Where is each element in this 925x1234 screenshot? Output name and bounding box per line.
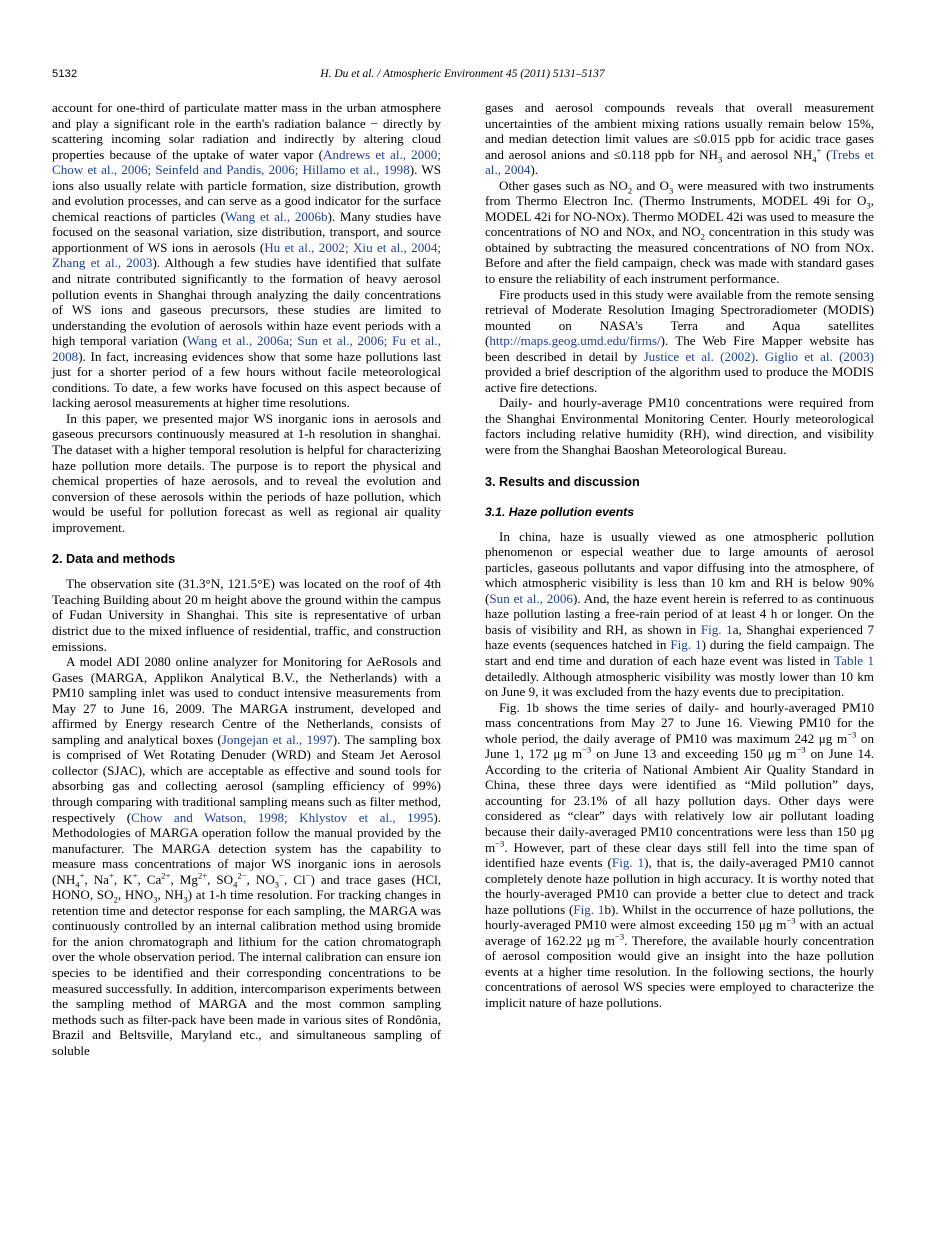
- text-run: E) was located on the roof of 4th Teaching Building about 20 m height above the ground within the campus of Fudan University in Shanghai. This site is representative of urban district due to the mixed influence of residential, traffic, and construction emissions.: [52, 576, 441, 654]
- superscript-minus3: −3: [614, 931, 625, 942]
- citation-link[interactable]: Wang et al., 2006a; Sun et al., 2006; Fu et al., 2008: [52, 333, 441, 364]
- superscript-minus3: −3: [495, 838, 505, 849]
- text-run: ) during the field campaign. The start and end time and duration of each haze event was listed in: [485, 637, 875, 668]
- subscript-2: 2: [700, 231, 705, 242]
- degree-symbol: °: [205, 576, 211, 592]
- text-run: Therefore, the available hourly concentration of aerosol composition would give an insight into the haze pollution events at a higher time resolution. In the following sections, the hourly concentrations of aerosol WS species were employed to characterize the implicit nature of haze pollutions.: [485, 932, 874, 1010]
- formula-nh3: 3: [718, 154, 723, 165]
- figure-link[interactable]: Fig. 1: [670, 637, 702, 653]
- citation-link[interactable]: Andrews et al., 2000; Chow et al., 2006; Seinfeld and Pandis, 2006; Hillamo et al., 1998: [52, 146, 441, 178]
- formula-hno3: $HNO_3$: [124, 887, 158, 905]
- folio-number: 5132: [52, 68, 78, 80]
- page-header: [0, 68, 925, 84]
- formula-so4: $SO_4^{2-}$: [216, 870, 247, 890]
- text-run: (: [821, 146, 831, 162]
- citation-link[interactable]: Jongejan et al., 1997: [221, 731, 333, 747]
- citation-link[interactable]: Giglio et al. (2003): [764, 348, 874, 364]
- citation-link[interactable]: Trebs et al., 2004: [485, 146, 875, 178]
- left-column: [52, 100, 441, 1058]
- formula-nh3: $NH_3$: [164, 887, 188, 905]
- paragraph-pm10-timeseries: [485, 700, 874, 1011]
- text-run: . However, part of these clear days still fell into the time span of identified haze events (: [485, 839, 874, 871]
- text-run: A model ADI 2080 online analyzer for Monitoring for AeRosols and Gases (MARGA, Applikon Analytical B.V., the Netherlands) with a PM10 sampling inlet was used to conduct intensive measurements from May 27 to June 16, 2009. The MARGA instrument, developed and affirmed by Energy research Centre of the Netherlands, consists of sampling and analytical boxes (: [52, 654, 441, 747]
- subsection-heading-3-1: 3.1. Haze pollution events: [485, 504, 634, 519]
- text-run: concentration in this study was obtained by subtracting the measured concentrations of NO from NOx. Before and after the field campaign, check was made with standard gases to ensure the reliability of each instrument performance.: [485, 224, 875, 287]
- text-run: and O: [632, 177, 669, 193]
- text-run: .: [624, 932, 632, 948]
- text-run: b). Whilst in the occurrence of haze pollutions, the hourly-averaged PM10 were almost exceeding 150 μg m: [485, 901, 874, 933]
- text-run: The observation site (31.3: [66, 576, 206, 592]
- superscript-minus3: −3: [796, 744, 806, 755]
- text-run: ). Many studies have focused on the seasonal variation, size distribution, transport, and source apportionment of WS ions in aerosols (: [52, 208, 442, 255]
- text-run: ,: [207, 871, 217, 887]
- text-run: Other gases such as NO: [499, 177, 628, 193]
- right-column: [485, 100, 874, 1058]
- citation-link[interactable]: Chow and Watson, 1998; Khlystov et al., 1995: [131, 809, 434, 825]
- text-run: In china, haze is usually viewed as one atmospheric pollution phenomenon or especial weather due to large amounts of aerosol particles, gaseous pollutants and vapor diffusing into the atmosphere, of which atmospheric visibility is less than 10 km and RH is below 90% (: [485, 528, 874, 606]
- text-run: ) and trace gases (HCl, HONO, SO: [52, 871, 441, 903]
- degree-symbol: °: [257, 576, 263, 592]
- text-run: .: [755, 348, 765, 364]
- text-run: ,: [170, 871, 180, 887]
- section-heading-3: 3. Results and discussion: [485, 474, 640, 489]
- paragraph-paper-purpose: In this paper, we presented major WS inorganic ions in aerosols and gaseous precursors continuously measured at 1-h resolution in shanghai. The dataset with a higher temporal resolution is helpful for characterizing haze pollution more details. The purpose is to report the physical and chemical properties of haze aerosols, and to reveal the evolution and conversion of these aerosols within the periods of haze pollution, which would be useful for pollution forecast as well as regional air quality improvement.: [52, 410, 441, 535]
- paragraph-intro-continued: [52, 100, 441, 411]
- text-run: ). And, the haze event herein is referred to as continuous haze pollution lasting a free-rain period of at least 4 h or longer. On the basis of visibility and RH, as shown in: [485, 590, 874, 637]
- text-run: ,: [113, 871, 124, 887]
- text-run: a, Shanghai experienced 7 haze events (sequences hatched in: [485, 621, 875, 653]
- text-run: Fig. 1b shows the time series of daily- and hourly-averaged PM10 mass concentrations from May 27 to June 16. Viewing PM10 for the whole period, the daily average of PM10 was maximum 242 μg m: [485, 699, 874, 746]
- formula-k: K+: [123, 870, 138, 887]
- text-run: , MODEL 42i for NO-NOx). Thermo MODEL 42i was used to measure the concentrations of NO and NOx, and NO: [485, 193, 874, 240]
- formula-nh4: $NH_4^+$: [793, 145, 822, 165]
- paragraph-observation-site: [52, 576, 441, 654]
- text-run: account for one-third of particulate matter mass in the urban atmosphere and play a significant role in the earth's radiation balance − directly by scattering incoming solar radiation and indirectly by altering cloud properties because of the uptake of water vapor (: [52, 100, 441, 162]
- text-run: ,: [283, 871, 294, 887]
- text-run: ,: [137, 871, 147, 887]
- citation-link[interactable]: Justice et al. (2002): [643, 348, 756, 364]
- figure-link[interactable]: Fig. 1: [573, 901, 605, 917]
- text-run: ,: [157, 887, 165, 903]
- text-run: provided a brief description of the algorithm used to produce the MODIS active fire detections.: [485, 364, 874, 395]
- formula-cl: Cl−: [293, 870, 311, 887]
- formula-ca: $Ca^{2+}$: [146, 870, 171, 887]
- text-run: ,: [246, 871, 256, 887]
- text-run: ). The sampling box is comprised of Wet Rotating Denuder (WRD) and Steam Jet Aerosol collector (SJAC), which are acceptable as effective and sound tools for absorbing gas and collecting aerosol (sampling efficiency of 99%) through comparing with traditional sampling means such as filter method, respectively (: [52, 731, 441, 825]
- paragraph-pm10-data-sources: Daily- and hourly-average PM10 concentrations were required from the Shanghai Environmental Monitoring Center. Hourly meteorological factors including relative humidity (RH), wind direction, and visibility were from the Shanghai Baoshan Meteorological Bureau.: [485, 395, 874, 458]
- paragraph-haze-definition: [485, 529, 874, 700]
- superscript-minus3: −3: [582, 744, 592, 755]
- value-pm10-june13: 172: [528, 746, 549, 762]
- text-run: ). WS ions also usually relate with particle formation, size distribution, growth and evolution processes, and can serve as a good indicator for the surface chemical reactions of particles (: [52, 162, 442, 224]
- external-url-link[interactable]: http://maps.geog.umd.edu/firms/: [489, 333, 661, 349]
- text-run: were measured with two instruments from Thermo Electron Inc. (Thermo Instruments, MODEL 49i for O: [485, 177, 875, 209]
- formula-mg: $Mg^{2+}$: [179, 870, 208, 887]
- text-run: detailedly. Although atmospheric visibility was mostly lower than 10 km on June 9, it was excluded from the hazy events due to precipitation.: [485, 668, 874, 700]
- formula-so2: 2: [113, 894, 118, 905]
- running-head: H. Du et al. / Atmospheric Environment 45 (2011) 5131–5137: [320, 68, 605, 80]
- text-run: gases and aerosol compounds reveals that overall measurement uncertainties of the ambient mixing rations usually remain below 15%, and median detection limit values are ≤0.015 ppb for acidic trace gases and aerosol anions and ≤0.118 ppb for NH: [485, 100, 874, 162]
- text-run: ).: [530, 162, 539, 178]
- text-run: ,: [117, 887, 125, 903]
- citation-link[interactable]: Sun et al., 2006: [489, 590, 573, 606]
- text-run: ), that is, the daily-averaged PM10 cannot completely denote haze pollution in high accuracy. It is worthy noted that the hourly-averaged PM10 can provide a better clue to detect and track haze pollutions (: [485, 855, 875, 917]
- paragraph-marga-instrument: [52, 654, 441, 1058]
- text-run: μg m: [548, 746, 583, 762]
- table-link[interactable]: Table 1: [834, 652, 874, 668]
- text-run: ). The Web Fire Mapper website has been described in detail by: [485, 333, 874, 364]
- superscript-minus3: −3: [786, 915, 796, 926]
- figure-link[interactable]: Fig. 1: [611, 855, 645, 871]
- section-heading-2: 2. Data and methods: [52, 552, 176, 567]
- text-run: Fire products used in this study were available from the remote sensing retrieval of Moderate Resolution Imaging Spectroradiometer (MODIS) mounted on NASA's Terra and Aqua satellites (: [485, 286, 874, 349]
- formula-na: Na+: [93, 870, 114, 887]
- paragraph-fire-products: [485, 287, 874, 396]
- text-run: on June 1,: [485, 730, 875, 762]
- two-column-body: [52, 100, 874, 1058]
- superscript-minus3: −3: [847, 729, 857, 740]
- text-run: and aerosol: [722, 146, 789, 162]
- text-run: ). Although a few studies have identified that sulfate and nitrate contributed significantly to the formation of heavy aerosol pollution events in Shanghai through analyzing the daily concentrations of WS ions and gaseous precursors, these studies are limited to understanding the evolution of aerosols within haze event periods with a high temporal variation (: [52, 255, 441, 349]
- figure-link[interactable]: Fig. 1: [700, 621, 733, 637]
- text-run: on June 14. According to the criteria of National Ambient Air Quality Standard in China, these three days were identified as “Mild pollution” days, accounting for 23.1% of all hazy pollution days. Other days were considered as “clear” days with relatively low air pollutant loading because their daily-averaged PM10 concentrations were less than 150 μg m: [485, 746, 874, 855]
- citation-link[interactable]: Hu et al., 2002; Xiu et al., 2004; Zhang et al., 2003: [52, 239, 442, 271]
- text-run: on June 13 and exceeding 150 μg m: [591, 746, 797, 762]
- text-run: with an actual average of 162.22 μg m: [485, 917, 874, 948]
- subscript-3: 3: [668, 185, 674, 196]
- text-run: N, 121.5: [210, 576, 258, 592]
- text-run: ,: [84, 871, 94, 887]
- citation-link[interactable]: Wang et al., 2006b: [225, 208, 328, 224]
- formula-no3: $NO_3^-$: [255, 870, 284, 890]
- subscript-3: 3: [866, 200, 871, 211]
- paragraph-other-gases: [485, 178, 874, 287]
- subscript-2: 2: [627, 185, 633, 196]
- text-run: ) at 1-h time resolution. For tracking changes in retention time and detector response for each sampling, the MARGA was continuously controlled by an internal calibration method using bromide for the anion chromatograph and lithium for the cation chromatograph over the whole observation period. The internal calibration can ensure ion species to be identified and their corresponding concentrations to be measured successfully. In addition, intercomparison experiments between the sampling method of MARGA and the most common sampling methods such as filter-pack have been made in various sites of Rondônia, Brazil and Beltsville, Maryland etc., and simultaneous sampling of soluble: [52, 887, 442, 1058]
- formula-nh4: $_4$+: [75, 870, 85, 890]
- text-run: ). In fact, increasing evidences show that some haze pollutions last just for a shorter period of a few hours without facile meteorological conditions. To date, a few works have focused on this aspect because of lacking aerosol measurements at higher time resolutions.: [52, 348, 441, 411]
- paragraph-measurement-uncertainty: [485, 100, 874, 178]
- text-run: ). Methodologies of MARGA operation follow the manual provided by the manufacturer. The MARGA detection system has the capability to measure mass concentrations of major WS inorganic ions in aerosols (NH: [52, 809, 442, 887]
